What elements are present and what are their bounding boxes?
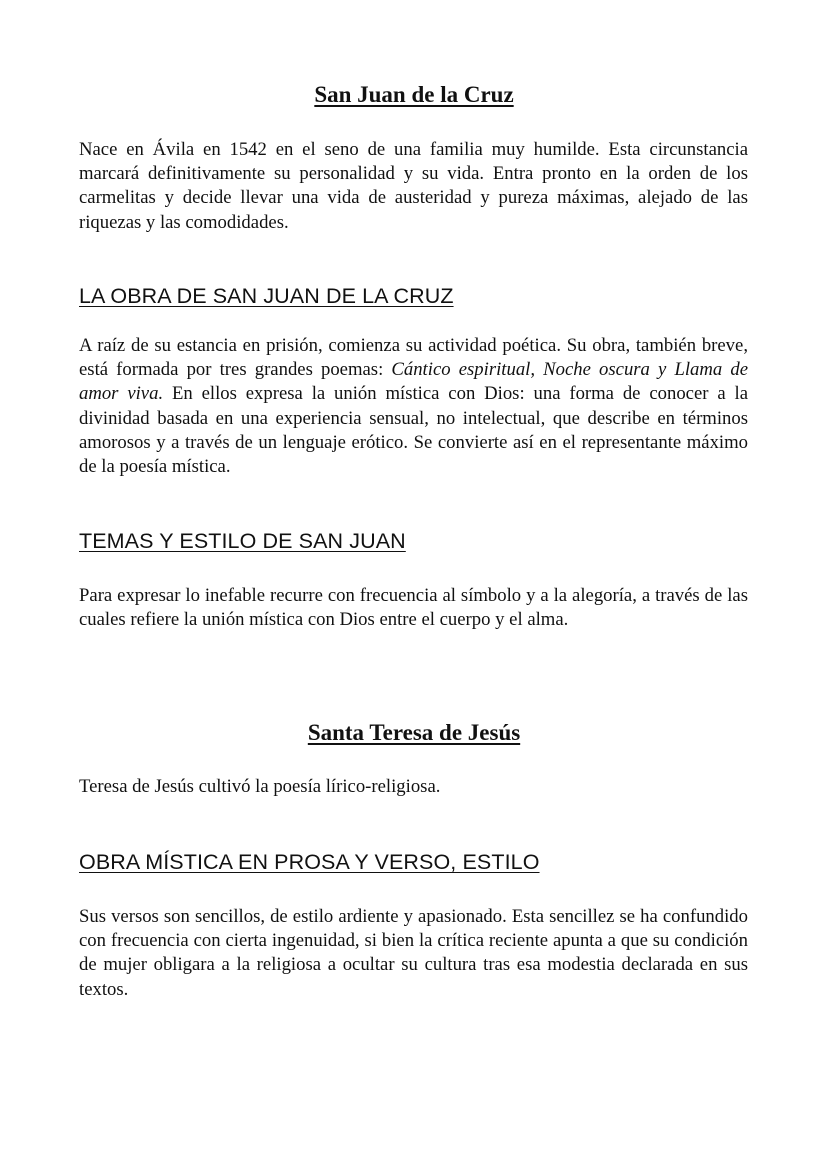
obra-text-part-1: A raíz de su estancia en prisión, comienza su actividad poética. Su obra, también breve, está formada por tres grandes poemas: [79, 335, 748, 381]
paragraph-santa-teresa-intro: Teresa de Jesús cultivó la poesía lírico-religiosa. [79, 776, 441, 797]
heading-obra-santa-teresa: OBRA MÍSTICA EN PROSA Y VERSO, ESTILO [79, 850, 540, 874]
obra-text-part-2: En ellos expresa la unión mística con Dios: una forma de conocer a la divinidad basada en una experiencia sensual, no intelectual, que describe en términos amorosos y a través de un lenguaje erótico. Se convierte así en el representante máximo de la poesía mística. [79, 383, 748, 478]
paragraph-san-juan-intro: Nace en Ávila en 1542 en el seno de una familia muy humilde. Esta circunstancia marcará definitivamente su personalidad y su vida. Entra pronto en la orden de los carmelitas y decide llevar una vida de austeridad y pureza máximas, alejado de las riquezas y las comodidades. [79, 139, 748, 233]
title-santa-teresa [0, 719, 828, 747]
paragraph-temas-san-juan: Para expresar lo inefable recurre con frecuencia al símbolo y a la alegoría, a través de las cuales refiere la unión mística con Dios entre el cuerpo y el alma. [79, 585, 748, 631]
heading-temas-san-juan: TEMAS Y ESTILO DE SAN JUAN [79, 529, 406, 553]
title-san-juan-text: San Juan de la Cruz [314, 82, 514, 107]
heading-obra-san-juan: LA OBRA DE SAN JUAN DE LA CRUZ [79, 284, 454, 308]
paragraph-obra-santa-teresa: Sus versos son sencillos, de estilo ardiente y apasionado. Esta sencillez se ha confundido con frecuencia con cierta ingenuidad, si bien la crítica reciente apunta a que su condición de mujer obligara a la religiosa a ocultar su cultura tras esa modestia declarada en sus textos. [79, 906, 748, 1000]
paragraph-obra-san-juan [79, 334, 748, 479]
title-santa-teresa-text: Santa Teresa de Jesús [307, 720, 521, 745]
obra-poem-titles: Cántico espiritual, Noche oscura y Llama de amor viva. [79, 359, 748, 405]
title-san-juan [0, 81, 828, 109]
